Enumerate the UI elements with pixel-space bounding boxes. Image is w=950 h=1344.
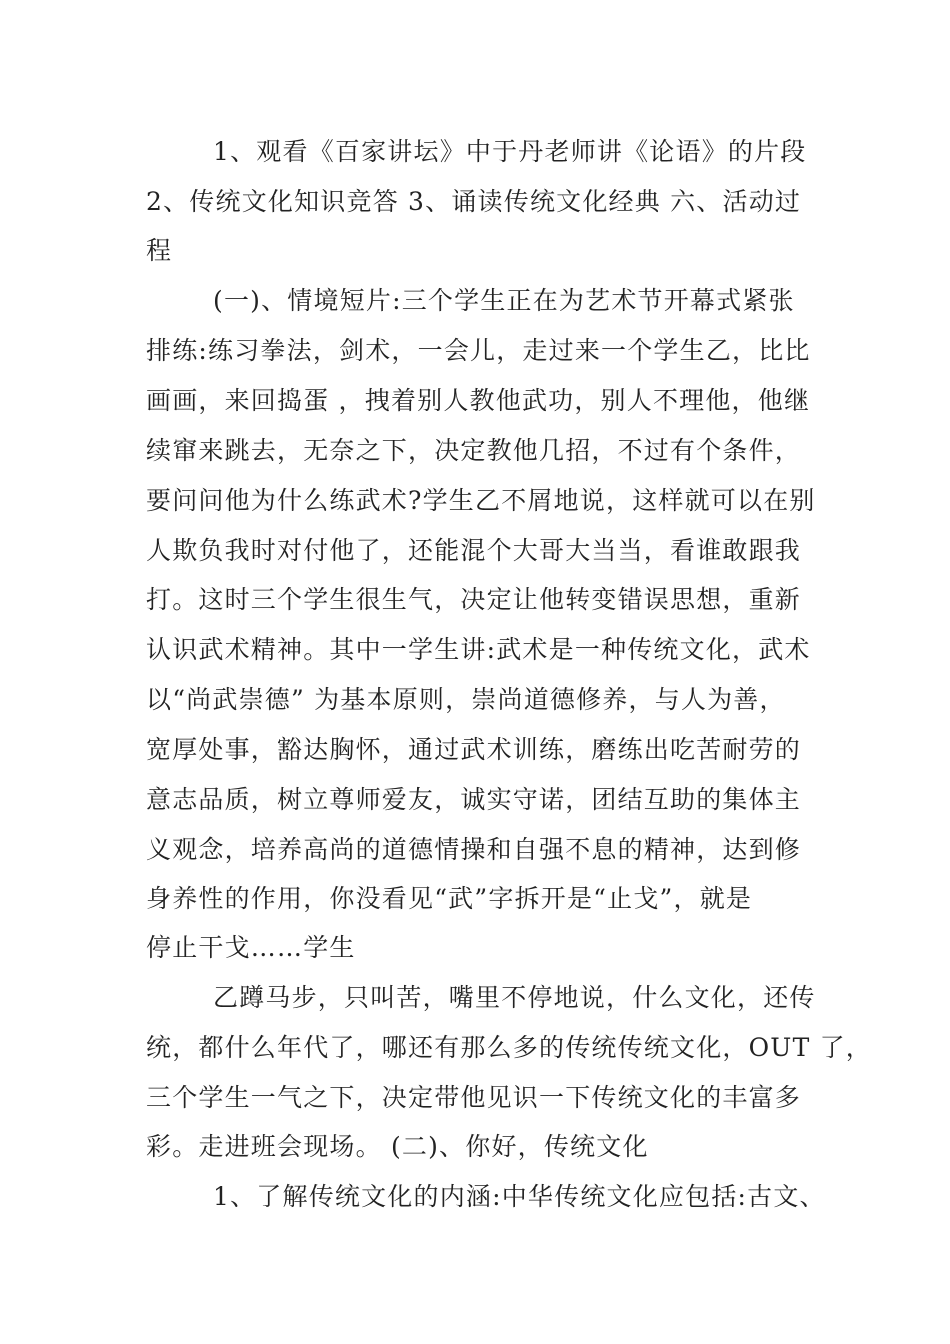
text-line: 排练:练习拳法，剑术，一会儿，走过来一个学生乙，比比	[146, 336, 811, 365]
text-line: 程	[146, 236, 173, 265]
text-line: 要问问他为什么练武术?学生乙不屑地说，这样就可以在别	[146, 486, 816, 515]
text-line: 续窜来跳去，无奈之下，决定教他几招，不过有个条件，	[146, 436, 802, 465]
text-line: 停止干戈……学生	[146, 933, 356, 962]
text-line: 义观念，培养高尚的道德情操和自强不息的精神，达到修	[146, 835, 802, 864]
text-line: 画画，来回捣蛋 ，拽着别人教他武功，别人不理他，他继	[146, 386, 811, 415]
text-line: 2、传统文化知识竞答 3、诵读传统文化经典 六、活动过	[146, 187, 802, 216]
text-line: 意志品质，树立尊师爱友，诚实守诺，团结互助的集体主	[146, 785, 802, 814]
text-line: 1、了解传统文化的内涵:中华传统文化应包括:古文、	[213, 1182, 826, 1211]
text-line: 1、观看《百家讲坛》中于丹老师讲《论语》的片段	[213, 137, 807, 166]
text-line: 身养性的作用，你没看见“武”字拆开是“止戈”，就是	[146, 884, 753, 913]
text-line: 三个学生一气之下，决定带他见识一下传统文化的丰富多	[146, 1083, 802, 1112]
text-line: 宽厚处事，豁达胸怀，通过武术训练，磨练出吃苦耐劳的	[146, 735, 802, 764]
text-line: 认识武术精神。其中一学生讲:武术是一种传统文化，武术	[146, 635, 811, 664]
text-line: 乙蹲马步，只叫苦，嘴里不停地说，什么文化，还传	[213, 983, 816, 1012]
text-line: 彩。走进班会现场。 (二)、你好，传统文化	[146, 1132, 649, 1161]
text-line: 以“尚武崇德” 为基本原则，崇尚道德修养，与人为善，	[146, 685, 786, 714]
text-line: 打。这时三个学生很生气，决定让他转变错误思想，重新	[146, 585, 802, 614]
text-line: (一)、情境短片:三个学生正在为艺术节开幕式紧张	[213, 286, 795, 315]
text-line: 人欺负我时对付他了，还能混个大哥大当当，看谁敢跟我	[146, 536, 802, 565]
text-line: 统，都什么年代了，哪还有那么多的传统传统文化，OUT 了，	[146, 1033, 872, 1062]
